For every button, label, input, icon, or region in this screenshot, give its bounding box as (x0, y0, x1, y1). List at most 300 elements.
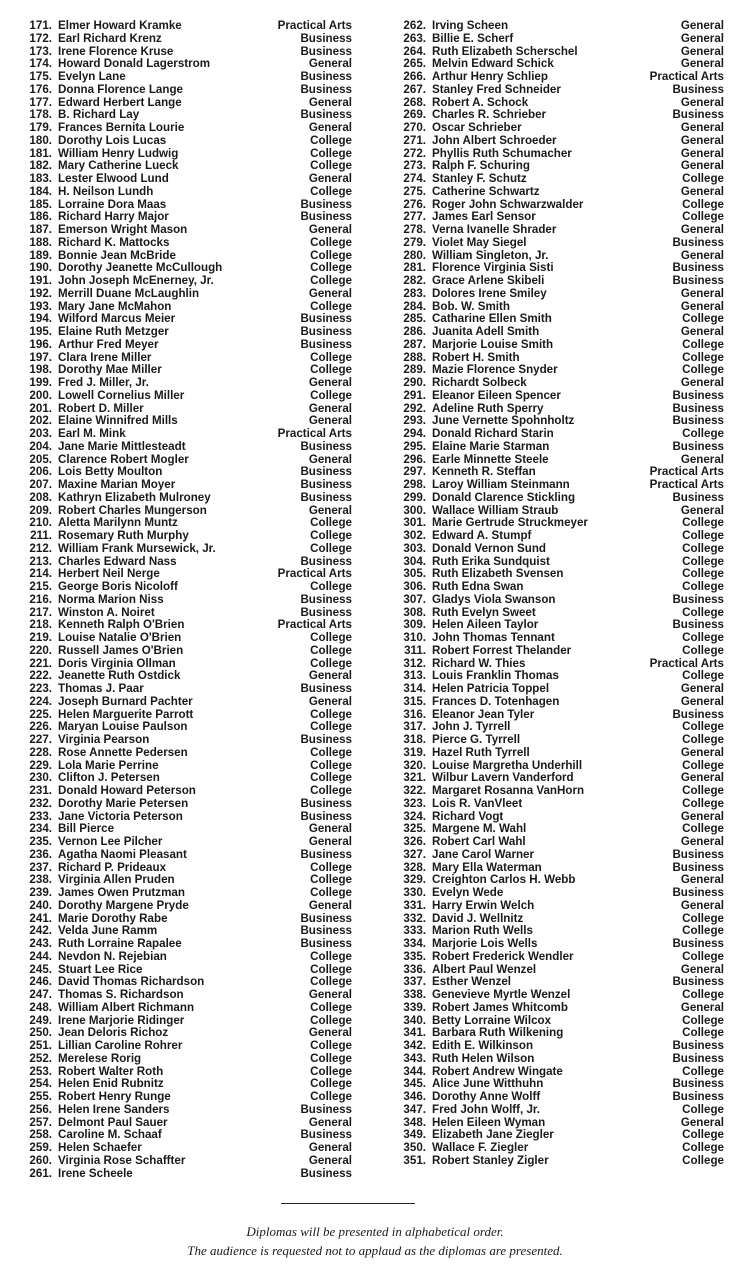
graduate-row (22, 479, 352, 492)
graduate-number: 341. (403, 1026, 426, 1040)
graduate-name: B. Richard Lay (58, 109, 140, 122)
graduate-name: Elmer Howard Kramke (58, 20, 182, 32)
graduate-number: 276. (403, 197, 426, 211)
graduate-row (22, 1027, 352, 1040)
graduate-row (396, 556, 724, 569)
graduate-row (396, 415, 724, 428)
divider-line (281, 1203, 415, 1204)
graduate-course: Business (672, 1051, 724, 1065)
graduate-course: College (682, 172, 724, 185)
graduate-course: College (682, 312, 724, 326)
graduate-number: 213. (29, 554, 52, 568)
graduate-number: 192. (29, 286, 52, 300)
graduate-number: 229. (29, 758, 52, 772)
graduate-course: College (682, 1128, 724, 1142)
graduate-course: Business (300, 847, 352, 861)
graduate-name: Kathryn Elizabeth Mulroney (58, 491, 211, 504)
graduate-name: Clarence Robert Mogler (58, 453, 189, 466)
graduate-row (22, 696, 352, 709)
graduate-course: College (310, 975, 352, 989)
graduate-number: 266. (403, 70, 426, 83)
graduate-course: College (310, 274, 352, 287)
graduate-number: 219. (29, 631, 52, 644)
graduate-name: Margaret Rosanna VanHorn (432, 785, 585, 797)
graduate-course: Business (300, 592, 352, 606)
graduate-name: Eleanor Jean Tyler (432, 708, 535, 721)
graduate-number: 179. (29, 121, 52, 134)
graduate-course: General (308, 452, 352, 466)
graduate-name: Richard K. Mattocks (58, 236, 170, 249)
graduate-course: College (310, 758, 352, 772)
graduate-row (22, 377, 352, 390)
graduate-number: 345. (403, 1077, 426, 1091)
graduate-row (22, 33, 352, 46)
graduate-number: 293. (403, 414, 426, 428)
graduate-course: General (308, 669, 352, 683)
graduate-name: Marjorie Louise Smith (432, 338, 554, 351)
graduate-name: Edward Herbert Lange (58, 96, 182, 109)
graduate-number: 217. (29, 605, 52, 619)
graduate-row (396, 913, 724, 926)
graduate-course: Business (300, 490, 352, 504)
graduate-name: Bill Pierce (58, 823, 115, 836)
graduate-course: General (680, 159, 724, 173)
graduate-course: General (308, 57, 352, 71)
graduate-number: 262. (403, 19, 426, 32)
graduate-number: 282. (403, 274, 426, 287)
graduate-number: 280. (403, 248, 426, 262)
graduate-number: 328. (403, 860, 426, 874)
graduate-name: Laroy William Steinmann (432, 479, 570, 491)
graduate-course: Business (300, 337, 352, 351)
graduate-name: Robert Andrew Wingate (432, 1065, 563, 1078)
graduate-row (22, 900, 352, 913)
graduate-course: Business (300, 70, 352, 83)
graduate-course: Business (672, 618, 724, 632)
graduate-number: 175. (29, 70, 52, 83)
graduate-course: College (682, 1064, 724, 1078)
graduate-course: General (308, 286, 352, 300)
graduate-name: Helen Patricia Toppel (432, 683, 550, 695)
graduate-number: 285. (403, 312, 426, 326)
graduate-number: 263. (403, 31, 426, 45)
graduate-number: 184. (29, 184, 52, 198)
graduate-course: Practical Arts (277, 567, 352, 581)
graduate-course: General (680, 95, 724, 109)
graduate-course: Business (300, 44, 352, 58)
graduate-name: Mary Ella Waterman (432, 861, 542, 874)
graduate-name: Catharine Ellen Smith (432, 313, 552, 326)
graduate-number: 171. (29, 19, 52, 32)
graduate-course: General (680, 962, 724, 976)
graduate-name: Agatha Naomi Pleasant (58, 848, 187, 861)
graduate-row (396, 441, 724, 454)
footer-notes (0, 1222, 750, 1260)
graduate-course: Practical Arts (277, 427, 352, 440)
graduate-course: Business (300, 312, 352, 326)
graduate-course: Business (300, 1102, 352, 1116)
graduate-course: College (682, 516, 724, 530)
graduate-number: 255. (29, 1090, 52, 1103)
graduate-row (22, 1040, 352, 1053)
graduate-row (396, 364, 724, 377)
graduate-course: College (310, 643, 352, 657)
graduate-course: Business (300, 1166, 352, 1180)
graduate-number: 267. (403, 82, 426, 96)
graduate-row (22, 1155, 352, 1168)
graduate-name: Helen Aileen Taylor (432, 619, 539, 632)
graduate-number: 201. (29, 401, 52, 415)
graduate-name: Harry Erwin Welch (432, 899, 535, 912)
graduate-name: John Joseph McEnerney, Jr. (58, 275, 214, 287)
graduate-name: Edith E. Wilkinson (432, 1040, 534, 1052)
graduate-number: 319. (403, 745, 426, 759)
graduate-number: 338. (403, 988, 426, 1001)
graduate-row (22, 1142, 352, 1155)
graduate-number: 351. (403, 1153, 426, 1167)
graduate-number: 233. (29, 809, 52, 823)
graduate-course: College (310, 184, 352, 198)
graduate-row (396, 326, 724, 339)
graduate-row (396, 339, 724, 352)
graduate-number: 234. (29, 822, 52, 836)
graduate-course: Business (300, 605, 352, 619)
graduate-name: Wilford Marcus Meier (58, 313, 176, 326)
graduate-row (396, 670, 724, 683)
graduate-course: Business (672, 108, 724, 122)
graduate-number: 283. (403, 286, 426, 300)
graduate-name: Nevdon N. Rejebian (58, 950, 167, 963)
graduate-number: 260. (29, 1153, 52, 1167)
graduate-course: College (310, 745, 352, 759)
graduate-name: Stanley F. Schutz (432, 173, 527, 185)
graduate-number: 256. (29, 1102, 52, 1116)
graduate-row (396, 862, 724, 875)
graduate-name: Vernon Lee Pilcher (58, 836, 163, 848)
graduate-row (396, 199, 724, 212)
graduate-course: General (680, 248, 724, 262)
graduate-course: College (682, 784, 724, 797)
graduate-course: Business (672, 1077, 724, 1091)
graduate-course: College (310, 235, 352, 249)
graduate-name: Joseph Burnard Pachter (58, 695, 193, 708)
graduate-row (396, 785, 724, 798)
graduate-row (396, 721, 724, 734)
graduate-number: 343. (403, 1051, 426, 1065)
graduate-name: Dolores Irene Smiley (432, 287, 547, 300)
graduate-name: Lillian Caroline Rohrer (58, 1040, 183, 1052)
graduate-number: 180. (29, 133, 52, 147)
graduate-row (22, 441, 352, 454)
graduate-row (22, 262, 352, 275)
graduate-number: 270. (403, 121, 426, 134)
graduate-name: Dorothy Marie Petersen (58, 797, 189, 810)
graduate-name: Louise Margretha Underhill (432, 759, 583, 772)
graduate-course: Practical Arts (277, 19, 352, 32)
graduate-number: 210. (29, 516, 52, 530)
graduate-course: General (308, 95, 352, 109)
graduate-course: Business (672, 401, 724, 415)
graduate-name: Robert Henry Runge (58, 1091, 171, 1103)
graduate-row (22, 326, 352, 339)
graduate-number: 238. (29, 873, 52, 887)
graduate-name: William Henry Ludwig (58, 147, 179, 160)
graduate-name: James Earl Sensor (432, 211, 536, 224)
graduate-course: College (682, 197, 724, 211)
graduate-course: General (308, 835, 352, 848)
graduate-name: Marie Gertrude Struckmeyer (432, 517, 588, 530)
graduate-name: Fred John Wolff, Jr. (432, 1103, 541, 1116)
graduate-course: College (682, 350, 724, 364)
graduate-course: General (680, 146, 724, 160)
graduate-course: College (682, 567, 724, 581)
graduate-course: General (680, 835, 724, 848)
graduate-course: Practical Arts (277, 618, 352, 632)
graduate-name: Helen Marguerite Parrott (58, 708, 194, 721)
graduate-row (396, 479, 724, 492)
graduate-name: Stuart Lee Rice (58, 963, 143, 976)
graduate-row (22, 747, 352, 760)
graduate-name: Winston A. Noiret (58, 606, 155, 619)
graduate-name: Florence Virginia Sisti (432, 262, 554, 275)
note-alphabetical-order: Diplomas will be presented in alphabetical order. (246, 1224, 504, 1239)
graduate-name: Robert Charles Mungerson (58, 504, 207, 517)
graduate-name: Robert Stanley Zigler (432, 1154, 549, 1167)
graduate-name: Lola Marie Perrine (58, 759, 159, 772)
graduate-row (22, 428, 352, 441)
graduate-number: 339. (403, 1000, 426, 1014)
graduate-course: Business (672, 886, 724, 899)
graduate-course: College (310, 771, 352, 785)
graduate-name: Aletta Marilynn Muntz (58, 517, 178, 530)
graduate-name: Melvin Edward Schick (432, 58, 554, 71)
graduate-number: 204. (29, 439, 52, 453)
graduate-row (22, 1015, 352, 1028)
graduate-row (396, 798, 724, 811)
graduate-course: Business (300, 924, 352, 938)
graduate-name: Irving Scheen (432, 20, 509, 32)
graduate-number: 273. (403, 159, 426, 173)
graduate-row (396, 313, 724, 326)
graduate-course: General (680, 376, 724, 389)
graduate-course: College (310, 860, 352, 874)
graduate-row (22, 517, 352, 530)
graduate-row (396, 632, 724, 645)
graduate-number: 209. (29, 503, 52, 517)
graduate-number: 220. (29, 643, 52, 657)
graduate-course: Business (672, 860, 724, 874)
graduate-row (396, 976, 724, 989)
graduate-name: Ruth Edna Swan (432, 581, 524, 593)
graduate-name: Grace Arlene Skibeli (432, 275, 545, 287)
graduate-number: 228. (29, 745, 52, 759)
graduate-name: Frances Bernita Lourie (58, 122, 185, 134)
graduate-number: 176. (29, 82, 52, 96)
graduate-number: 208. (29, 490, 52, 504)
graduate-name: Maryan Louise Paulson (58, 721, 188, 734)
graduate-name: Helen Irene Sanders (58, 1103, 170, 1116)
graduate-name: Ruth Elizabeth Scherschel (432, 45, 578, 58)
graduate-number: 193. (29, 299, 52, 313)
graduate-row (396, 696, 724, 709)
graduate-name: Elaine Ruth Metzger (58, 326, 169, 338)
graduate-row (396, 772, 724, 785)
graduate-number: 187. (29, 223, 52, 236)
graduate-row (22, 403, 352, 416)
graduate-name: Thomas S. Richardson (58, 989, 184, 1001)
graduate-name: Ralph F. Schuring (432, 160, 530, 173)
graduate-number: 225. (29, 707, 52, 721)
graduate-row (22, 173, 352, 186)
graduate-name: John J. Tyrrell (432, 721, 511, 734)
graduate-course: General (680, 1000, 724, 1014)
graduate-row (22, 734, 352, 747)
graduate-row (22, 71, 352, 84)
graduate-row (396, 122, 724, 135)
graduate-number: 202. (29, 414, 52, 428)
graduate-name: Arthur Fred Meyer (58, 338, 159, 351)
graduate-number: 346. (403, 1090, 426, 1103)
graduate-number: 251. (29, 1039, 52, 1052)
graduate-row (396, 109, 724, 122)
graduate-course: Business (300, 911, 352, 925)
graduate-number: 191. (29, 274, 52, 287)
graduate-number: 336. (403, 962, 426, 976)
graduate-name: Louise Natalie O'Brien (58, 632, 182, 644)
graduate-name: Evelyn Lane (58, 71, 126, 83)
graduate-number: 215. (29, 580, 52, 593)
graduate-course: Business (300, 478, 352, 491)
graduate-name: Merrill Duane McLaughlin (58, 287, 200, 300)
graduate-row (22, 492, 352, 505)
graduate-row (22, 1053, 352, 1066)
graduate-row (22, 339, 352, 352)
graduate-row (396, 1040, 724, 1053)
graduate-number: 340. (403, 1013, 426, 1027)
graduate-number: 347. (403, 1102, 426, 1116)
graduate-number: 299. (403, 490, 426, 504)
graduate-name: Irene Florence Kruse (58, 45, 174, 58)
graduate-row (22, 887, 352, 900)
graduate-name: Bonnie Jean McBride (58, 249, 176, 262)
graduate-name: Donald Vernon Sund (432, 542, 547, 555)
graduate-row (22, 989, 352, 1002)
graduate-name: Helen Enid Rubnitz (58, 1078, 164, 1091)
graduate-name: Arthur Henry Schliep (432, 71, 548, 83)
graduate-number: 289. (403, 363, 426, 377)
graduate-course: Business (672, 490, 724, 504)
graduate-name: Marion Ruth Wells (432, 925, 533, 938)
graduate-name: Esther Wenzel (432, 976, 512, 989)
graduate-name: Kenneth Ralph O'Brien (58, 619, 185, 632)
note-no-applause: The audience is requested not to applaud as the diplomas are presented. (187, 1243, 563, 1258)
graduate-number: 199. (29, 376, 52, 389)
graduate-number: 306. (403, 580, 426, 593)
graduate-name: Juanita Adell Smith (432, 326, 540, 338)
graduate-number: 268. (403, 95, 426, 109)
graduate-course: General (680, 286, 724, 300)
graduate-row (396, 135, 724, 148)
graduate-row (22, 1066, 352, 1079)
graduate-name: Donald Howard Peterson (58, 785, 196, 797)
graduate-name: Velda June Ramm (58, 925, 158, 938)
graduate-row (396, 658, 724, 671)
graduate-course: College (310, 1039, 352, 1052)
graduate-row (396, 849, 724, 862)
graduate-name: Rose Annette Pedersen (58, 746, 188, 759)
graduate-course: College (310, 388, 352, 402)
graduate-row (22, 530, 352, 543)
graduate-course: Business (672, 235, 724, 249)
graduate-course: College (682, 427, 724, 440)
graduate-row (396, 709, 724, 722)
graduate-course: Business (300, 82, 352, 96)
graduate-row (22, 760, 352, 773)
graduate-number: 223. (29, 682, 52, 695)
graduate-number: 248. (29, 1000, 52, 1014)
graduate-row (22, 683, 352, 696)
graduate-number: 252. (29, 1051, 52, 1065)
graduate-number: 212. (29, 541, 52, 555)
graduate-course: General (680, 44, 724, 58)
graduate-name: Marie Dorothy Rabe (58, 912, 168, 925)
graduate-number: 320. (403, 758, 426, 772)
graduate-row (396, 1104, 724, 1117)
graduate-name: James Owen Prutzman (58, 887, 185, 899)
graduate-course: College (310, 299, 352, 313)
graduate-row (22, 148, 352, 161)
graduate-name: Robert Forrest Thelander (432, 644, 572, 657)
graduate-course: General (680, 694, 724, 708)
graduate-row (396, 505, 724, 518)
graduate-course: General (308, 172, 352, 185)
graduate-number: 323. (403, 796, 426, 810)
graduate-row (396, 887, 724, 900)
graduate-row (22, 874, 352, 887)
graduate-row (396, 173, 724, 186)
graduate-name: Virginia Pearson (58, 734, 150, 746)
graduate-course: College (310, 1000, 352, 1014)
graduate-number: 245. (29, 962, 52, 976)
graduate-name: Emerson Wright Mason (58, 224, 188, 236)
graduate-row (22, 658, 352, 671)
graduate-number: 231. (29, 784, 52, 797)
graduate-name: Ruth Lorraine Rapalee (58, 938, 182, 950)
graduate-course: Business (300, 31, 352, 45)
graduate-course: General (308, 988, 352, 1001)
graduate-name: Dorothy Mae Miller (58, 364, 162, 377)
graduate-row (396, 1091, 724, 1104)
roster-column-right (396, 20, 724, 1168)
graduate-name: Rosemary Ruth Murphy (58, 530, 189, 542)
graduate-number: 271. (403, 133, 426, 147)
graduate-name: Virginia Allen Pruden (58, 874, 175, 887)
graduate-course: College (682, 720, 724, 734)
graduate-number: 224. (29, 694, 52, 708)
graduate-name: Earl Richard Krenz (58, 32, 162, 45)
graduate-row (396, 734, 724, 747)
graduate-course: Business (300, 325, 352, 338)
graduate-name: Wallace F. Ziegler (432, 1142, 529, 1154)
graduate-row (396, 517, 724, 530)
graduate-name: Helen Eileen Wyman (432, 1116, 546, 1129)
graduate-number: 259. (29, 1141, 52, 1154)
graduate-number: 211. (30, 529, 52, 542)
graduate-course: Practical Arts (649, 656, 724, 670)
graduate-course: College (682, 733, 724, 746)
graduate-row (396, 352, 724, 365)
graduate-name: Robert Carl Wahl (432, 836, 526, 848)
